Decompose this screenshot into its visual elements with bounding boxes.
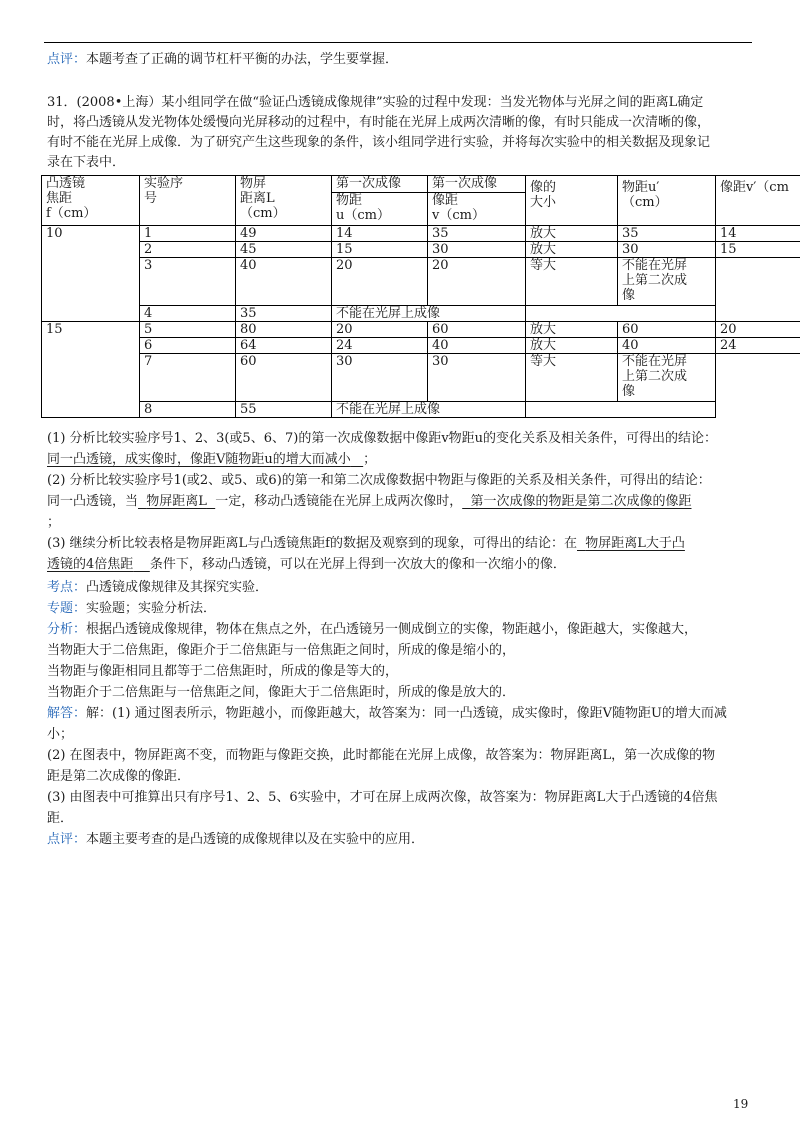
review-bottom: 点评：本题主要考查的是凸透镜的成像规律以及在实验中的应用． — [47, 832, 425, 847]
no-image: 不能在光屏上成像 — [332, 306, 526, 322]
header-first-image: 第一次成像 — [332, 176, 428, 193]
answer-2a: 物屏距离L — [146, 494, 207, 509]
header-first-image-2: 第一次成像 — [428, 176, 526, 193]
table-row: 2 45 15 30 放大 30 15 — [42, 242, 800, 258]
table-row: 10 1 49 14 35 放大 35 14 — [42, 226, 800, 242]
table-row: 15 5 80 20 60 放大 60 20 — [42, 322, 800, 338]
header-u: 物距 u（cm） — [332, 193, 428, 226]
zhuanti: 专题：实验题；实验分析法． — [47, 601, 217, 616]
review-top: 点评：本题考查了正确的调节杠杆平衡的办法，学生要掌握． — [47, 52, 399, 67]
page-number: 19 — [733, 1097, 749, 1111]
header-u2: 物距u′ （cm） — [618, 176, 716, 226]
answer-3b: 透镜的4倍焦距 — [47, 557, 134, 572]
header-v2: 像距v′（cm — [716, 176, 800, 226]
kaodian: 考点：凸透镜成像规律及其探究实验． — [47, 580, 269, 595]
review-label: 点评： — [47, 52, 87, 67]
top-rule — [44, 42, 752, 43]
header-L: 物屏 距离L （cm） — [236, 176, 332, 226]
no-second-image: 不能在光屏 上第二次成 像 — [618, 258, 716, 306]
no-second-image: 不能在光屏 上第二次成 像 — [618, 354, 716, 402]
table-row: 6 64 24 40 放大 40 24 — [42, 338, 800, 354]
header-v: 像距 v（cm） — [428, 193, 526, 226]
header-focal: 凸透镜 焦距 f（cm） — [42, 176, 140, 226]
header-seq: 实验序 号 — [140, 176, 236, 226]
header-size: 像的 大小 — [526, 176, 618, 226]
table-row: 3 40 20 20 等大 不能在光屏 上第二次成 像 — [42, 258, 800, 306]
table-row: 4 35 不能在光屏上成像 — [42, 306, 800, 322]
answer-1: 同一凸透镜，成实像时，像距V随物距u的增大而减小 — [47, 452, 351, 467]
answer-3a: 物屏距离L大于凸 — [585, 536, 685, 551]
experiment-table — [41, 175, 800, 418]
table-row: 8 55 不能在光屏上成像 — [42, 402, 800, 418]
no-image: 不能在光屏上成像 — [332, 402, 526, 418]
answer-2b: 第一次成像的物距是第二次成像的像距 — [470, 494, 692, 509]
table-row: 7 60 30 30 等大 不能在光屏 上第二次成 像 — [42, 354, 800, 402]
